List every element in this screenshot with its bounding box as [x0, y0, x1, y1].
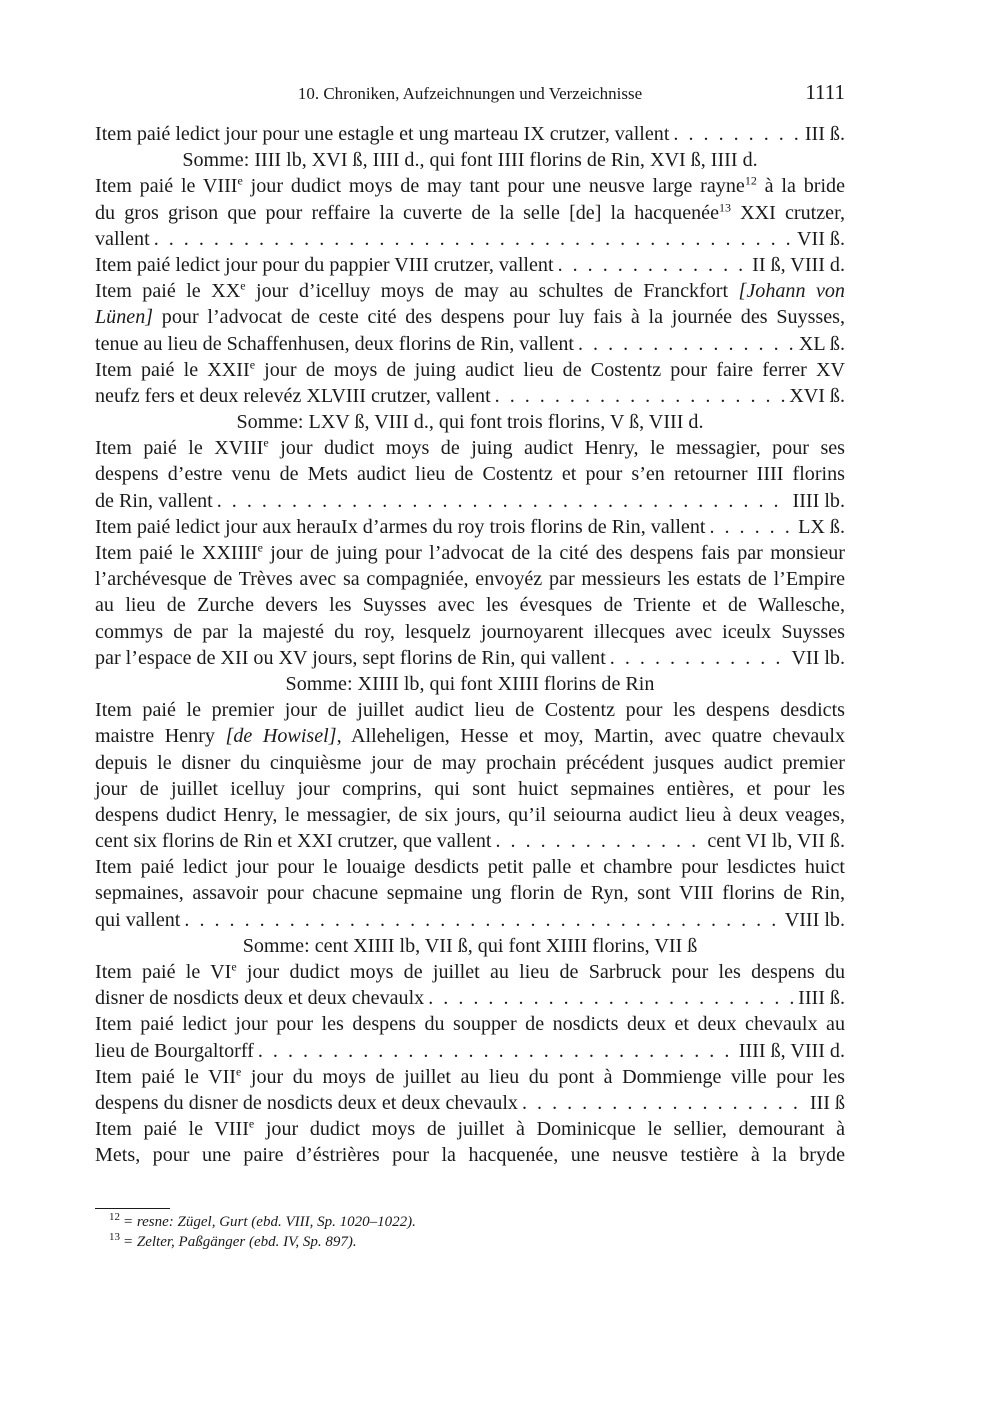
footnote	[109, 1232, 416, 1252]
leader-dots	[709, 514, 794, 540]
footnote-rule	[95, 1208, 170, 1209]
text-line	[95, 1011, 845, 1037]
leader-dots	[154, 226, 793, 252]
entry-text: qui vallent	[95, 908, 181, 931]
text-segment: Item paié ledict jour pour le louaige desdicts petit palle et chambre pour lesdictes huict	[95, 856, 845, 879]
entry-line	[95, 252, 845, 278]
text-segment: l’archévesque de Trèves avec sa compagniée, envoyéz par messieurs les estats de l’Empire	[95, 568, 845, 591]
sum-text: Somme: LXV ß, VIII d., qui font trois florins, V ß, VIII d.	[236, 411, 704, 434]
leader-dots	[428, 985, 794, 1011]
leader-dots	[495, 383, 786, 409]
sum-text: Somme: XIIII lb, qui font XIIII florins de Rin	[285, 672, 655, 695]
text-segment: jour dudict moys de juing audict Henry, le messagier, pour ses	[268, 437, 845, 460]
text-line	[95, 461, 845, 487]
text-line	[95, 854, 845, 880]
text-line	[95, 304, 845, 330]
text-segment: XXI crutzer,	[731, 201, 845, 224]
sum-line	[95, 671, 845, 697]
superscript: e	[257, 540, 263, 555]
text-segment: despens d’estre venu de Mets audict lieu de Costentz et pour s’en retourner IIII florins	[95, 463, 845, 486]
superscript: e	[231, 959, 237, 974]
text-segment: jour de juillet icelluy jour comprins, qui sont huict sepmaines entières, et pour les	[95, 777, 845, 800]
text-line	[95, 776, 845, 802]
text-segment: du gros grison que pour reffaire la cuverte de la selle [de] la hacquenée	[95, 201, 719, 224]
text-line	[95, 750, 845, 776]
entry-text: lieu de Bourgaltorff	[95, 1039, 254, 1062]
entry-amount: II ß, VIII d.	[752, 253, 845, 276]
text-segment: jour de moys de juing audict lieu de Costentz pour faire ferrer XV	[255, 358, 846, 381]
text-segment: pour l’advocat de ceste cité des despens pour luy fais à la journée des Suysses,	[153, 306, 845, 329]
text-segment: commys de par la majesté du roy, lesquelz journoyarent illecques avec iceulx Suysses	[95, 620, 845, 643]
superscript: e	[263, 435, 269, 450]
footnote	[109, 1212, 416, 1232]
superscript: 12	[744, 173, 757, 188]
entry-text: de Rin, vallent	[95, 489, 213, 512]
entry-amount: III ß	[809, 1091, 845, 1114]
text-segment: maistre Henry	[95, 725, 226, 748]
entry-amount: cent VI lb, VII ß.	[707, 830, 845, 853]
footnote-text: = Zelter, Paßgänger (ebd. IV, Sp. 897).	[123, 1234, 357, 1250]
page-number: 1111	[805, 80, 845, 104]
text-line	[95, 357, 845, 383]
sum-line	[95, 409, 845, 435]
entry-amount: XVI ß.	[789, 384, 845, 407]
entry-amount: VII lb.	[791, 646, 845, 669]
text-line	[95, 880, 845, 906]
italic-annotation: [Johann von	[738, 280, 845, 303]
superscript: e	[240, 278, 246, 293]
running-header	[95, 80, 845, 108]
superscript: e	[249, 357, 256, 371]
footnotes	[109, 1212, 416, 1252]
entry-line	[95, 985, 845, 1011]
text-line	[95, 566, 845, 592]
entry-amount: IIII lb.	[792, 489, 845, 512]
text-segment: Mets, pour une paire d’éstrières pour la hacquenée, une neusve testière à la bryde	[95, 1144, 845, 1167]
entry-line	[95, 1090, 845, 1116]
leader-dots	[495, 828, 703, 854]
text-segment: jour de juing pour l’advocat de la cité des despens fais par monsieur	[262, 542, 845, 564]
entry-amount: III ß.	[804, 123, 845, 145]
body-text	[95, 121, 845, 1169]
footnote-number: 13	[109, 1231, 120, 1243]
text-segment: despens dudict Henry, le messagier, de six jours, qu’il seiourna audict lieu à deux veages,	[95, 803, 845, 826]
entry-line	[95, 488, 845, 514]
entry-text: disner de nosdicts deux et deux chevaulx	[95, 987, 425, 1010]
footnote-text: = resne: Zügel, Gurt (ebd. VIII, Sp. 1020–1022).	[123, 1214, 416, 1230]
text-segment: jour dudict moys de juillet à Dominicque le sellier, demourant à	[254, 1118, 845, 1141]
text-line	[95, 723, 845, 749]
text-segment: Item paié le premier jour de juillet audict lieu de Costentz pour les despens desdicts	[95, 699, 845, 722]
text-line	[95, 278, 845, 304]
entry-text: Item paié ledict jour pour une estagle et ung marteau IX crutzer, vallent	[95, 123, 670, 145]
leader-dots	[217, 488, 789, 514]
footnote-number: 12	[109, 1211, 120, 1223]
text-segment: Item paié le VI	[95, 961, 232, 983]
text-line	[95, 435, 845, 461]
text-segment: jour d’icelluy moys de may au schultes de Franckfort	[245, 280, 739, 303]
leader-dots	[610, 645, 788, 671]
superscript: e	[248, 1116, 255, 1131]
entry-text: vallent	[95, 227, 150, 250]
leader-dots	[673, 121, 800, 147]
entry-line	[95, 331, 845, 357]
sum-line	[95, 147, 845, 173]
text-segment: Item paié le XXIIII	[95, 542, 258, 564]
text-line	[95, 200, 845, 226]
text-segment: Item paié le XXII	[95, 358, 250, 381]
entry-amount: XL ß.	[798, 332, 845, 355]
text-segment: sepmaines, assavoir pour chacune sepmaine ung florin de Ryn, sont VIII florins de Rin,	[95, 882, 845, 905]
text-segment: Item paié le VIII	[95, 175, 238, 198]
text-segment: jour dudict moys de juillet au lieu de Sarbruck pour les despens du	[236, 961, 846, 983]
text-line	[95, 173, 845, 199]
entry-line	[95, 907, 845, 933]
text-segment: jour du moys de juillet au lieu du pont à Dommienge ville pour les	[241, 1065, 845, 1088]
entry-line	[95, 121, 845, 147]
entry-text: tenue au lieu de Schaffenhusen, deux florins de Rin, vallent	[95, 332, 574, 355]
italic-annotation: [de Howisel]	[225, 725, 337, 748]
text-segment: Item paié ledict jour pour les despens du soupper de nosdicts deux et deux chevaulx au	[95, 1013, 845, 1036]
superscript: e	[236, 1064, 242, 1079]
text-segment: jour dudict moys de may tant pour une neusve large rayne	[242, 175, 745, 198]
leader-dots	[258, 1038, 735, 1064]
entry-text: Item paié ledict jour aux herauIx d’armes du roy trois florins de Rin, vallent	[95, 515, 706, 538]
text-segment: Item paié le XVIII	[95, 437, 264, 460]
leader-dots	[184, 907, 780, 933]
entry-text: cent six florins de Rin et XXI crutzer, que vallent	[95, 830, 492, 853]
superscript: 13	[719, 199, 731, 214]
text-line	[95, 540, 845, 566]
entry-text: par l’espace de XII ou XV jours, sept florins de Rin, qui vallent	[95, 646, 606, 669]
text-segment: à la bride	[756, 175, 845, 198]
text-line	[95, 1064, 845, 1090]
text-line	[95, 959, 845, 985]
sum-text: Somme: IIII lb, XVI ß, IIII d., qui font IIII florins de Rin, XVI ß, IIII d.	[182, 149, 758, 172]
text-segment: Item paié le VIII	[95, 1118, 249, 1141]
superscript: e	[237, 173, 243, 188]
leader-dots	[578, 331, 795, 357]
entry-line	[95, 1038, 845, 1064]
text-segment: Item paié le XX	[95, 280, 241, 303]
sum-line	[95, 933, 845, 959]
leader-dots	[558, 252, 749, 278]
entry-amount: LX ß.	[798, 515, 845, 538]
text-line	[95, 619, 845, 645]
sum-text: Somme: cent XIIII lb, VII ß, qui font XIIII florins, VII ß	[242, 934, 698, 957]
text-line	[95, 592, 845, 618]
entry-line	[95, 383, 845, 409]
entry-line	[95, 514, 845, 540]
text-line	[95, 1116, 845, 1142]
header-title: 10. Chroniken, Aufzeichnungen und Verzeichnisse	[297, 84, 643, 103]
entry-amount: IIII ß.	[798, 987, 845, 1010]
text-segment: depuis le disner du cinquièsme jour de may prochain précédent jusques audict premier	[95, 751, 845, 774]
text-line	[95, 697, 845, 723]
entry-amount: VIII lb.	[784, 908, 845, 931]
text-segment: , Alleheligen, Hesse et moy, Martin, avec quatre chevaulx	[336, 725, 845, 748]
entry-line	[95, 828, 845, 854]
entry-text: despens du disner de nosdicts deux et deux chevaulx	[95, 1091, 518, 1114]
entry-amount: VII ß.	[797, 227, 845, 250]
entry-text: Item paié ledict jour pour du pappier VIII crutzer, vallent	[95, 253, 554, 276]
leader-dots	[522, 1090, 806, 1116]
text-line	[95, 802, 845, 828]
entry-amount: IIII ß, VIII d.	[738, 1039, 845, 1062]
entry-text: neufz fers et deux relevéz XLVIII crutzer, vallent	[95, 384, 491, 407]
entry-line	[95, 226, 845, 252]
italic-annotation: Lünen]	[95, 306, 154, 329]
text-segment: au lieu de Zurche devers les Suysses avec les évesques de Triente et de Wallesche,	[95, 594, 845, 617]
text-line	[95, 1142, 845, 1168]
entry-line	[95, 645, 845, 671]
text-segment: Item paié le VII	[95, 1065, 236, 1088]
